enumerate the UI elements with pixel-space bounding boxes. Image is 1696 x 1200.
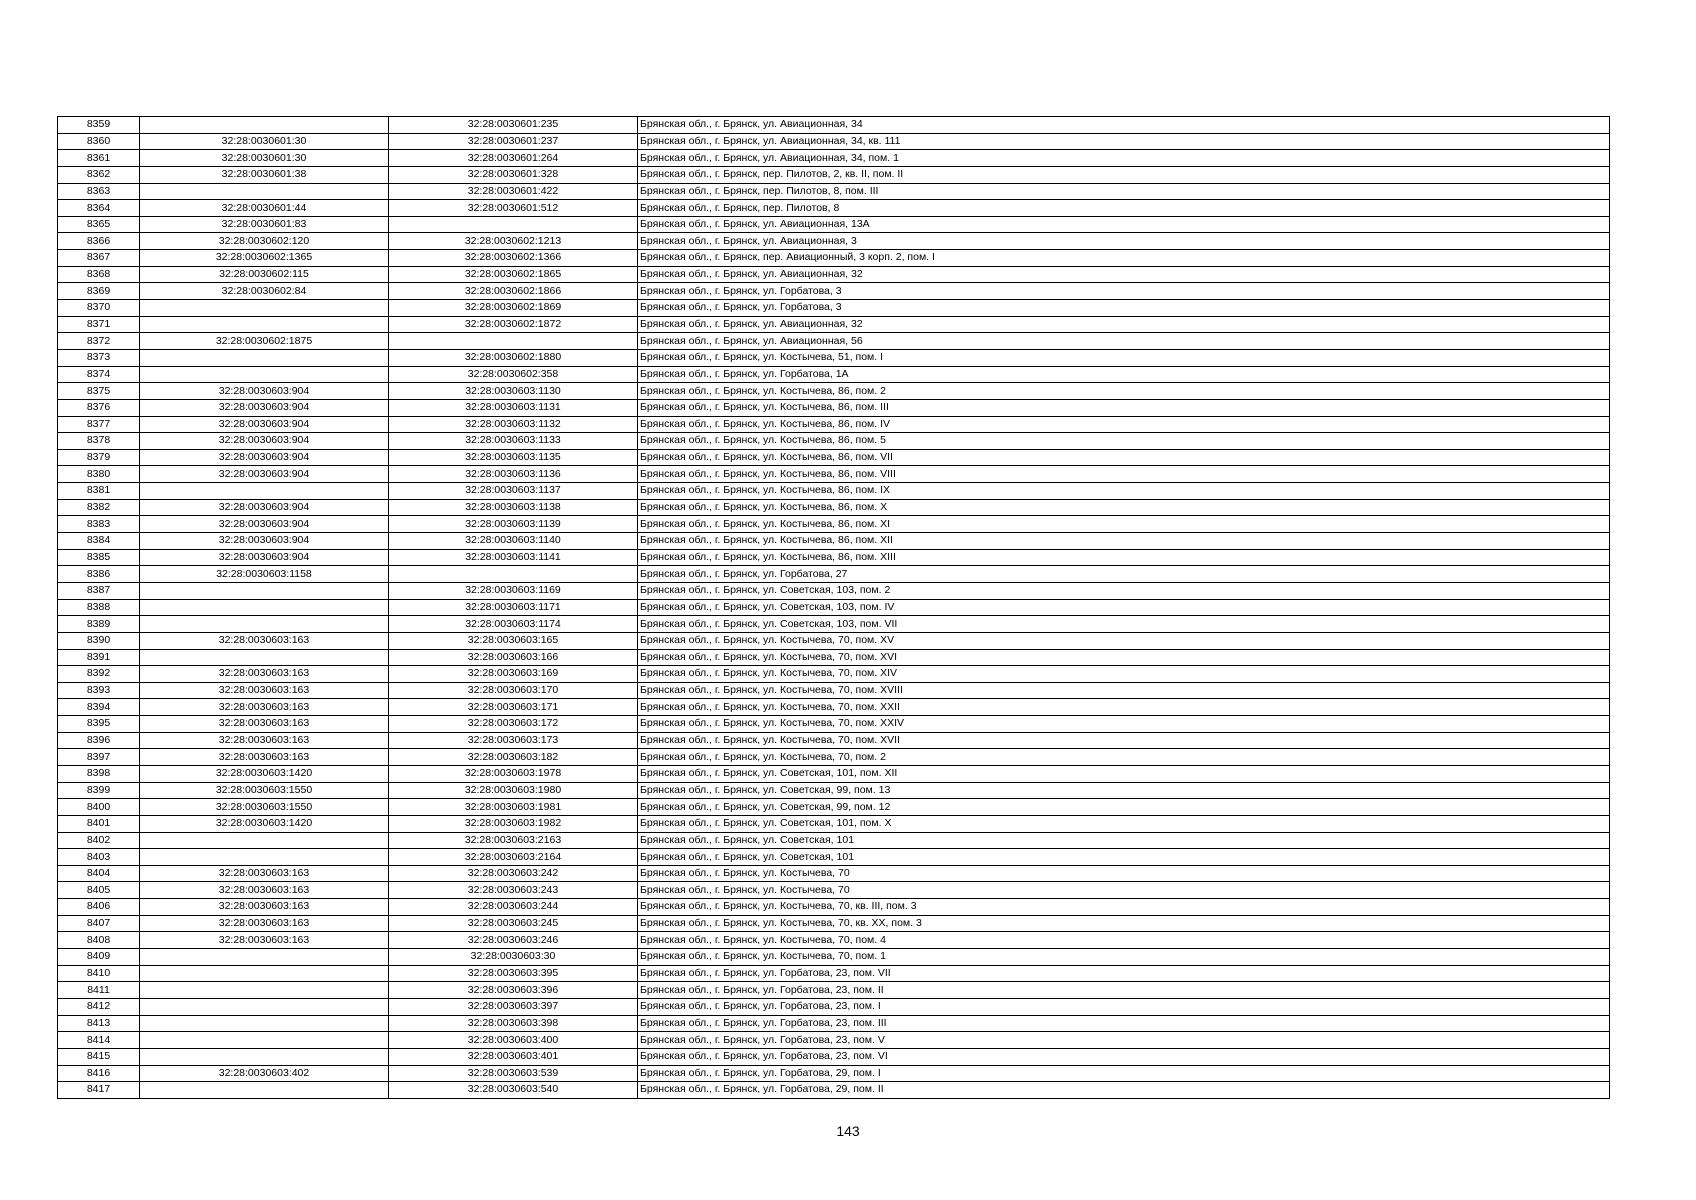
parcel-cadastral-number-cell: 32:28:0030603:904	[140, 466, 389, 483]
object-cadastral-number-cell: 32:28:0030603:165	[389, 632, 638, 649]
table-row	[58, 1082, 1610, 1099]
address-cell: Брянская обл., г. Брянск, ул. Костычева, 70, пом. XXIV	[638, 716, 1610, 733]
address-cell: Брянская обл., г. Брянск, ул. Горбатова, 3	[638, 300, 1610, 317]
row-number-cell: 8374	[58, 366, 140, 383]
table-row	[58, 882, 1610, 899]
address-cell: Брянская обл., г. Брянск, ул. Костычева, 86, пом. IV	[638, 416, 1610, 433]
parcel-cadastral-number-cell: 32:28:0030603:904	[140, 499, 389, 516]
table-row	[58, 982, 1610, 999]
parcel-cadastral-number-cell: 32:28:0030603:163	[140, 749, 389, 766]
object-cadastral-number-cell: 32:28:0030603:401	[389, 1048, 638, 1065]
table-row	[58, 682, 1610, 699]
row-number-cell: 8366	[58, 233, 140, 250]
parcel-cadastral-number-cell: 32:28:0030603:904	[140, 399, 389, 416]
parcel-cadastral-number-cell	[140, 616, 389, 633]
address-cell: Брянская обл., г. Брянск, ул. Горбатова, 23, пом. III	[638, 1015, 1610, 1032]
row-number-cell: 8365	[58, 216, 140, 233]
parcel-cadastral-number-cell: 32:28:0030603:904	[140, 533, 389, 550]
parcel-cadastral-number-cell	[140, 649, 389, 666]
table-row	[58, 899, 1610, 916]
row-number-cell: 8401	[58, 815, 140, 832]
parcel-cadastral-number-cell: 32:28:0030603:163	[140, 865, 389, 882]
address-cell: Брянская обл., г. Брянск, ул. Авиационная, 34, пом. 1	[638, 150, 1610, 167]
row-number-cell: 8384	[58, 533, 140, 550]
row-number-cell: 8399	[58, 782, 140, 799]
row-number-cell: 8368	[58, 266, 140, 283]
object-cadastral-number-cell: 32:28:0030603:2163	[389, 832, 638, 849]
row-number-cell: 8397	[58, 749, 140, 766]
row-number-cell: 8398	[58, 765, 140, 782]
table-row	[58, 250, 1610, 267]
table-row	[58, 1015, 1610, 1032]
table-row	[58, 599, 1610, 616]
row-number-cell: 8395	[58, 716, 140, 733]
row-number-cell: 8373	[58, 349, 140, 366]
address-cell: Брянская обл., г. Брянск, ул. Костычева, 70, пом. XVII	[638, 732, 1610, 749]
row-number-cell: 8417	[58, 1082, 140, 1099]
parcel-cadastral-number-cell: 32:28:0030603:163	[140, 915, 389, 932]
table-row	[58, 998, 1610, 1015]
object-cadastral-number-cell: 32:28:0030601:512	[389, 200, 638, 217]
object-cadastral-number-cell: 32:28:0030602:1872	[389, 316, 638, 333]
address-cell: Брянская обл., г. Брянск, ул. Авиационная, 32	[638, 316, 1610, 333]
address-cell: Брянская обл., г. Брянск, ул. Костычева, 86, пом. VIII	[638, 466, 1610, 483]
address-cell: Брянская обл., г. Брянск, ул. Горбатова, 3	[638, 283, 1610, 300]
row-number-cell: 8394	[58, 699, 140, 716]
parcel-cadastral-number-cell: 32:28:0030601:83	[140, 216, 389, 233]
row-number-cell: 8375	[58, 383, 140, 400]
parcel-cadastral-number-cell	[140, 965, 389, 982]
row-number-cell: 8362	[58, 166, 140, 183]
parcel-cadastral-number-cell: 32:28:0030603:163	[140, 732, 389, 749]
parcel-cadastral-number-cell	[140, 183, 389, 200]
table-row	[58, 666, 1610, 683]
parcel-cadastral-number-cell	[140, 1032, 389, 1049]
row-number-cell: 8405	[58, 882, 140, 899]
address-cell: Брянская обл., г. Брянск, ул. Авиационная, 34	[638, 117, 1610, 134]
row-number-cell: 8414	[58, 1032, 140, 1049]
row-number-cell: 8377	[58, 416, 140, 433]
object-cadastral-number-cell: 32:28:0030602:1880	[389, 349, 638, 366]
table-row	[58, 133, 1610, 150]
row-number-cell: 8390	[58, 632, 140, 649]
object-cadastral-number-cell: 32:28:0030601:235	[389, 117, 638, 134]
parcel-cadastral-number-cell: 32:28:0030603:163	[140, 666, 389, 683]
object-cadastral-number-cell: 32:28:0030603:243	[389, 882, 638, 899]
parcel-cadastral-number-cell: 32:28:0030602:84	[140, 283, 389, 300]
address-cell: Брянская обл., г. Брянск, ул. Авиационная, 32	[638, 266, 1610, 283]
registry-table	[57, 116, 1610, 1099]
object-cadastral-number-cell: 32:28:0030603:1131	[389, 399, 638, 416]
row-number-cell: 8359	[58, 117, 140, 134]
object-cadastral-number-cell: 32:28:0030603:244	[389, 899, 638, 916]
object-cadastral-number-cell: 32:28:0030603:395	[389, 965, 638, 982]
address-cell: Брянская обл., г. Брянск, ул. Горбатова, 27	[638, 566, 1610, 583]
parcel-cadastral-number-cell: 32:28:0030603:163	[140, 932, 389, 949]
address-cell: Брянская обл., г. Брянск, ул. Костычева, 70, пом. 1	[638, 949, 1610, 966]
row-number-cell: 8367	[58, 250, 140, 267]
table-row	[58, 300, 1610, 317]
table-row	[58, 216, 1610, 233]
object-cadastral-number-cell: 32:28:0030603:1138	[389, 499, 638, 516]
address-cell: Брянская обл., г. Брянск, ул. Костычева, 86, пом. IX	[638, 483, 1610, 500]
address-cell: Брянская обл., г. Брянск, ул. Костычева, 86, пом. XI	[638, 516, 1610, 533]
parcel-cadastral-number-cell: 32:28:0030601:30	[140, 150, 389, 167]
object-cadastral-number-cell: 32:28:0030603:170	[389, 682, 638, 699]
row-number-cell: 8402	[58, 832, 140, 849]
table-row	[58, 433, 1610, 450]
row-number-cell: 8381	[58, 483, 140, 500]
table-row	[58, 166, 1610, 183]
object-cadastral-number-cell: 32:28:0030601:422	[389, 183, 638, 200]
table-row	[58, 1048, 1610, 1065]
object-cadastral-number-cell: 32:28:0030603:245	[389, 915, 638, 932]
parcel-cadastral-number-cell: 32:28:0030602:1875	[140, 333, 389, 350]
table-row	[58, 699, 1610, 716]
parcel-cadastral-number-cell	[140, 832, 389, 849]
address-cell: Брянская обл., г. Брянск, пер. Авиационный, 3 корп. 2, пом. I	[638, 250, 1610, 267]
table-row	[58, 516, 1610, 533]
address-cell: Брянская обл., г. Брянск, ул. Костычева, 70, пом. 2	[638, 749, 1610, 766]
parcel-cadastral-number-cell	[140, 599, 389, 616]
row-number-cell: 8416	[58, 1065, 140, 1082]
parcel-cadastral-number-cell: 32:28:0030603:402	[140, 1065, 389, 1082]
parcel-cadastral-number-cell: 32:28:0030603:904	[140, 383, 389, 400]
parcel-cadastral-number-cell: 32:28:0030603:163	[140, 699, 389, 716]
object-cadastral-number-cell: 32:28:0030603:400	[389, 1032, 638, 1049]
object-cadastral-number-cell: 32:28:0030603:1136	[389, 466, 638, 483]
object-cadastral-number-cell: 32:28:0030603:1980	[389, 782, 638, 799]
object-cadastral-number-cell: 32:28:0030603:246	[389, 932, 638, 949]
table-row	[58, 233, 1610, 250]
parcel-cadastral-number-cell: 32:28:0030603:1550	[140, 782, 389, 799]
table-row	[58, 616, 1610, 633]
object-cadastral-number-cell: 32:28:0030603:169	[389, 666, 638, 683]
table-row	[58, 266, 1610, 283]
row-number-cell: 8386	[58, 566, 140, 583]
row-number-cell: 8363	[58, 183, 140, 200]
table-row	[58, 799, 1610, 816]
address-cell: Брянская обл., г. Брянск, ул. Горбатова, 23, пом. VII	[638, 965, 1610, 982]
object-cadastral-number-cell: 32:28:0030602:1213	[389, 233, 638, 250]
parcel-cadastral-number-cell	[140, 949, 389, 966]
object-cadastral-number-cell: 32:28:0030603:398	[389, 1015, 638, 1032]
row-number-cell: 8382	[58, 499, 140, 516]
row-number-cell: 8372	[58, 333, 140, 350]
parcel-cadastral-number-cell	[140, 582, 389, 599]
address-cell: Брянская обл., г. Брянск, ул. Горбатова, 23, пом. VI	[638, 1048, 1610, 1065]
parcel-cadastral-number-cell: 32:28:0030603:1420	[140, 815, 389, 832]
parcel-cadastral-number-cell: 32:28:0030601:44	[140, 200, 389, 217]
parcel-cadastral-number-cell: 32:28:0030603:904	[140, 433, 389, 450]
object-cadastral-number-cell: 32:28:0030603:2164	[389, 849, 638, 866]
row-number-cell: 8376	[58, 399, 140, 416]
address-cell: Брянская обл., г. Брянск, ул. Горбатова, 23, пом. I	[638, 998, 1610, 1015]
address-cell: Брянская обл., г. Брянск, ул. Костычева, 86, пом. 5	[638, 433, 1610, 450]
table-row	[58, 932, 1610, 949]
object-cadastral-number-cell: 32:28:0030603:1171	[389, 599, 638, 616]
parcel-cadastral-number-cell: 32:28:0030603:904	[140, 449, 389, 466]
row-number-cell: 8410	[58, 965, 140, 982]
table-row	[58, 183, 1610, 200]
row-number-cell: 8404	[58, 865, 140, 882]
parcel-cadastral-number-cell: 32:28:0030603:163	[140, 882, 389, 899]
parcel-cadastral-number-cell: 32:28:0030601:30	[140, 133, 389, 150]
address-cell: Брянская обл., г. Брянск, ул. Советская, 99, пом. 12	[638, 799, 1610, 816]
table-row	[58, 383, 1610, 400]
parcel-cadastral-number-cell: 32:28:0030602:1365	[140, 250, 389, 267]
parcel-cadastral-number-cell: 32:28:0030603:163	[140, 899, 389, 916]
row-number-cell: 8387	[58, 582, 140, 599]
row-number-cell: 8400	[58, 799, 140, 816]
address-cell: Брянская обл., г. Брянск, ул. Советская, 101	[638, 849, 1610, 866]
table-row	[58, 732, 1610, 749]
parcel-cadastral-number-cell	[140, 366, 389, 383]
address-cell: Брянская обл., г. Брянск, ул. Авиационная, 3	[638, 233, 1610, 250]
object-cadastral-number-cell: 32:28:0030603:166	[389, 649, 638, 666]
address-cell: Брянская обл., г. Брянск, ул. Костычева, 86, пом. 2	[638, 383, 1610, 400]
table-row	[58, 782, 1610, 799]
address-cell: Брянская обл., г. Брянск, ул. Костычева, 86, пом. XII	[638, 533, 1610, 550]
table-row	[58, 316, 1610, 333]
object-cadastral-number-cell: 32:28:0030601:237	[389, 133, 638, 150]
table-row	[58, 449, 1610, 466]
parcel-cadastral-number-cell: 32:28:0030603:163	[140, 716, 389, 733]
object-cadastral-number-cell: 32:28:0030603:1139	[389, 516, 638, 533]
parcel-cadastral-number-cell: 32:28:0030602:115	[140, 266, 389, 283]
parcel-cadastral-number-cell: 32:28:0030603:1158	[140, 566, 389, 583]
table-row	[58, 649, 1610, 666]
parcel-cadastral-number-cell: 32:28:0030602:120	[140, 233, 389, 250]
address-cell: Брянская обл., г. Брянск, пер. Пилотов, 2, кв. II, пом. II	[638, 166, 1610, 183]
object-cadastral-number-cell: 32:28:0030603:1140	[389, 533, 638, 550]
table-row	[58, 117, 1610, 134]
object-cadastral-number-cell: 32:28:0030603:172	[389, 716, 638, 733]
table-row	[58, 566, 1610, 583]
object-cadastral-number-cell: 32:28:0030603:1981	[389, 799, 638, 816]
address-cell: Брянская обл., г. Брянск, ул. Костычева, 70, пом. 4	[638, 932, 1610, 949]
row-number-cell: 8413	[58, 1015, 140, 1032]
address-cell: Брянская обл., г. Брянск, ул. Костычева, 70, пом. XIV	[638, 666, 1610, 683]
row-number-cell: 8378	[58, 433, 140, 450]
parcel-cadastral-number-cell	[140, 300, 389, 317]
parcel-cadastral-number-cell	[140, 1048, 389, 1065]
table-row	[58, 749, 1610, 766]
address-cell: Брянская обл., г. Брянск, ул. Авиационная, 13А	[638, 216, 1610, 233]
object-cadastral-number-cell: 32:28:0030602:1869	[389, 300, 638, 317]
address-cell: Брянская обл., г. Брянск, пер. Пилотов, 8, пом. III	[638, 183, 1610, 200]
table-row	[58, 849, 1610, 866]
address-cell: Брянская обл., г. Брянск, ул. Горбатова, 1А	[638, 366, 1610, 383]
address-cell: Брянская обл., г. Брянск, ул. Советская, 103, пом. VII	[638, 616, 1610, 633]
object-cadastral-number-cell: 32:28:0030603:30	[389, 949, 638, 966]
object-cadastral-number-cell: 32:28:0030603:1132	[389, 416, 638, 433]
object-cadastral-number-cell: 32:28:0030601:264	[389, 150, 638, 167]
address-cell: Брянская обл., г. Брянск, ул. Советская, 101	[638, 832, 1610, 849]
address-cell: Брянская обл., г. Брянск, ул. Костычева, 70, пом. XV	[638, 632, 1610, 649]
row-number-cell: 8407	[58, 915, 140, 932]
row-number-cell: 8406	[58, 899, 140, 916]
address-cell: Брянская обл., г. Брянск, ул. Советская, 101, пом. X	[638, 815, 1610, 832]
parcel-cadastral-number-cell: 32:28:0030603:904	[140, 516, 389, 533]
address-cell: Брянская обл., г. Брянск, ул. Костычева, 70, пом. XVIII	[638, 682, 1610, 699]
address-cell: Брянская обл., г. Брянск, ул. Горбатова, 29, пом. I	[638, 1065, 1610, 1082]
parcel-cadastral-number-cell	[140, 1082, 389, 1099]
address-cell: Брянская обл., г. Брянск, ул. Советская, 103, пом. IV	[638, 599, 1610, 616]
table-row	[58, 965, 1610, 982]
parcel-cadastral-number-cell: 32:28:0030603:163	[140, 632, 389, 649]
row-number-cell: 8385	[58, 549, 140, 566]
address-cell: Брянская обл., г. Брянск, ул. Авиационная, 56	[638, 333, 1610, 350]
object-cadastral-number-cell: 32:28:0030602:1865	[389, 266, 638, 283]
table-row	[58, 150, 1610, 167]
object-cadastral-number-cell	[389, 216, 638, 233]
address-cell: Брянская обл., г. Брянск, ул. Горбатова, 23, пом. II	[638, 982, 1610, 999]
address-cell: Брянская обл., г. Брянск, ул. Костычева, 86, пом. X	[638, 499, 1610, 516]
row-number-cell: 8388	[58, 599, 140, 616]
row-number-cell: 8371	[58, 316, 140, 333]
object-cadastral-number-cell: 32:28:0030603:1982	[389, 815, 638, 832]
object-cadastral-number-cell: 32:28:0030603:171	[389, 699, 638, 716]
parcel-cadastral-number-cell: 32:28:0030603:1420	[140, 765, 389, 782]
table-row	[58, 716, 1610, 733]
row-number-cell: 8412	[58, 998, 140, 1015]
address-cell: Брянская обл., г. Брянск, ул. Костычева, 51, пом. I	[638, 349, 1610, 366]
table-row	[58, 832, 1610, 849]
object-cadastral-number-cell: 32:28:0030602:358	[389, 366, 638, 383]
address-cell: Брянская обл., г. Брянск, ул. Горбатова, 23, пом. V	[638, 1032, 1610, 1049]
parcel-cadastral-number-cell: 32:28:0030603:1550	[140, 799, 389, 816]
address-cell: Брянская обл., г. Брянск, ул. Костычева, 86, пом. XIII	[638, 549, 1610, 566]
row-number-cell: 8403	[58, 849, 140, 866]
page-number: 143	[836, 1123, 860, 1139]
row-number-cell: 8370	[58, 300, 140, 317]
object-cadastral-number-cell: 32:28:0030602:1866	[389, 283, 638, 300]
row-number-cell: 8389	[58, 616, 140, 633]
table-row	[58, 499, 1610, 516]
row-number-cell: 8393	[58, 682, 140, 699]
object-cadastral-number-cell: 32:28:0030603:539	[389, 1065, 638, 1082]
row-number-cell: 8411	[58, 982, 140, 999]
address-cell: Брянская обл., г. Брянск, ул. Костычева, 70	[638, 865, 1610, 882]
table-row	[58, 466, 1610, 483]
address-cell: Брянская обл., г. Брянск, ул. Советская, 103, пом. 2	[638, 582, 1610, 599]
row-number-cell: 8383	[58, 516, 140, 533]
row-number-cell: 8379	[58, 449, 140, 466]
table-row	[58, 333, 1610, 350]
object-cadastral-number-cell	[389, 566, 638, 583]
address-cell: Брянская обл., г. Брянск, ул. Горбатова, 29, пом. II	[638, 1082, 1610, 1099]
row-number-cell: 8409	[58, 949, 140, 966]
address-cell: Брянская обл., г. Брянск, пер. Пилотов, 8	[638, 200, 1610, 217]
object-cadastral-number-cell: 32:28:0030603:1169	[389, 582, 638, 599]
address-cell: Брянская обл., г. Брянск, ул. Костычева, 86, пом. VII	[638, 449, 1610, 466]
table-row	[58, 915, 1610, 932]
address-cell: Брянская обл., г. Брянск, ул. Костычева, 70, пом. XXII	[638, 699, 1610, 716]
object-cadastral-number-cell: 32:28:0030603:1135	[389, 449, 638, 466]
table-row	[58, 765, 1610, 782]
row-number-cell: 8361	[58, 150, 140, 167]
address-cell: Брянская обл., г. Брянск, ул. Советская, 99, пом. 13	[638, 782, 1610, 799]
table-row	[58, 1032, 1610, 1049]
table-row	[58, 582, 1610, 599]
table-row	[58, 483, 1610, 500]
table-row	[58, 815, 1610, 832]
row-number-cell: 8396	[58, 732, 140, 749]
row-number-cell: 8360	[58, 133, 140, 150]
address-cell: Брянская обл., г. Брянск, ул. Костычева, 86, пом. III	[638, 399, 1610, 416]
table-row	[58, 416, 1610, 433]
row-number-cell: 8364	[58, 200, 140, 217]
object-cadastral-number-cell: 32:28:0030603:1978	[389, 765, 638, 782]
object-cadastral-number-cell: 32:28:0030603:1141	[389, 549, 638, 566]
parcel-cadastral-number-cell	[140, 117, 389, 134]
table-row	[58, 366, 1610, 383]
row-number-cell: 8369	[58, 283, 140, 300]
object-cadastral-number-cell: 32:28:0030603:242	[389, 865, 638, 882]
address-cell: Брянская обл., г. Брянск, ул. Костычева, 70, кв. III, пом. 3	[638, 899, 1610, 916]
row-number-cell: 8408	[58, 932, 140, 949]
parcel-cadastral-number-cell	[140, 483, 389, 500]
address-cell: Брянская обл., г. Брянск, ул. Костычева, 70, кв. XX, пом. 3	[638, 915, 1610, 932]
object-cadastral-number-cell: 32:28:0030603:173	[389, 732, 638, 749]
parcel-cadastral-number-cell: 32:28:0030603:904	[140, 549, 389, 566]
object-cadastral-number-cell: 32:28:0030602:1366	[389, 250, 638, 267]
object-cadastral-number-cell: 32:28:0030603:1174	[389, 616, 638, 633]
row-number-cell: 8391	[58, 649, 140, 666]
table-row	[58, 399, 1610, 416]
address-cell: Брянская обл., г. Брянск, ул. Советская, 101, пом. XII	[638, 765, 1610, 782]
table-row	[58, 949, 1610, 966]
table-row	[58, 533, 1610, 550]
object-cadastral-number-cell: 32:28:0030603:540	[389, 1082, 638, 1099]
table-row	[58, 1065, 1610, 1082]
parcel-cadastral-number-cell	[140, 849, 389, 866]
object-cadastral-number-cell: 32:28:0030603:182	[389, 749, 638, 766]
parcel-cadastral-number-cell: 32:28:0030603:163	[140, 682, 389, 699]
object-cadastral-number-cell: 32:28:0030601:328	[389, 166, 638, 183]
address-cell: Брянская обл., г. Брянск, ул. Костычева, 70, пом. XVI	[638, 649, 1610, 666]
table-row	[58, 349, 1610, 366]
parcel-cadastral-number-cell	[140, 316, 389, 333]
parcel-cadastral-number-cell	[140, 982, 389, 999]
object-cadastral-number-cell: 32:28:0030603:1133	[389, 433, 638, 450]
parcel-cadastral-number-cell: 32:28:0030601:38	[140, 166, 389, 183]
table-row	[58, 865, 1610, 882]
table-row	[58, 549, 1610, 566]
registry-table-body	[58, 117, 1610, 1099]
parcel-cadastral-number-cell	[140, 349, 389, 366]
parcel-cadastral-number-cell: 32:28:0030603:904	[140, 416, 389, 433]
parcel-cadastral-number-cell	[140, 998, 389, 1015]
object-cadastral-number-cell: 32:28:0030603:397	[389, 998, 638, 1015]
table-row	[58, 283, 1610, 300]
address-cell: Брянская обл., г. Брянск, ул. Авиационная, 34, кв. 111	[638, 133, 1610, 150]
table-row	[58, 200, 1610, 217]
object-cadastral-number-cell: 32:28:0030603:1137	[389, 483, 638, 500]
row-number-cell: 8380	[58, 466, 140, 483]
row-number-cell: 8392	[58, 666, 140, 683]
parcel-cadastral-number-cell	[140, 1015, 389, 1032]
object-cadastral-number-cell	[389, 333, 638, 350]
address-cell: Брянская обл., г. Брянск, ул. Костычева, 70	[638, 882, 1610, 899]
table-row	[58, 632, 1610, 649]
object-cadastral-number-cell: 32:28:0030603:396	[389, 982, 638, 999]
row-number-cell: 8415	[58, 1048, 140, 1065]
object-cadastral-number-cell: 32:28:0030603:1130	[389, 383, 638, 400]
